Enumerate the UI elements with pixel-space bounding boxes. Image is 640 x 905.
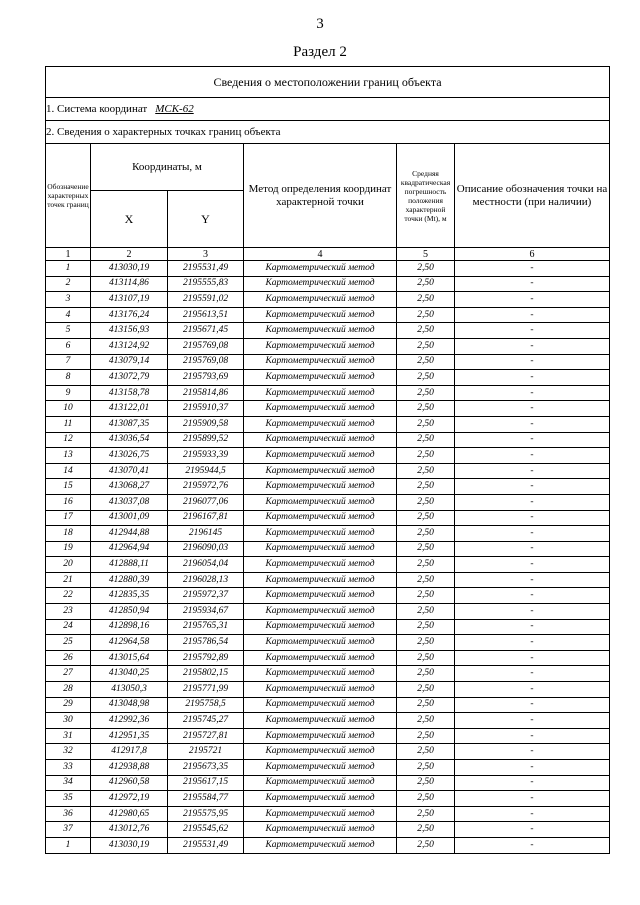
method-cell: Картометрический метод <box>244 775 397 791</box>
description-cell: - <box>455 526 610 542</box>
table-row <box>46 744 610 760</box>
table-row <box>46 292 610 308</box>
description-cell: - <box>455 837 610 853</box>
table-row <box>46 682 610 698</box>
method-cell: Картометрический метод <box>244 510 397 526</box>
table-row <box>46 432 610 448</box>
point-name-cell: 1 <box>46 261 91 277</box>
y-cell: 2195769,08 <box>168 338 244 354</box>
header-method: Метод определения координат характерной точки <box>244 144 397 248</box>
accuracy-cell: 2,50 <box>397 463 455 479</box>
description-cell: - <box>455 760 610 776</box>
y-cell: 2196090,03 <box>168 541 244 557</box>
x-cell: 413124,92 <box>91 338 168 354</box>
column-number: 3 <box>168 248 244 261</box>
description-cell: - <box>455 806 610 822</box>
accuracy-cell: 2,50 <box>397 338 455 354</box>
point-name-cell: 18 <box>46 526 91 542</box>
description-cell: - <box>455 448 610 464</box>
y-cell: 2195793,69 <box>168 370 244 386</box>
method-cell: Картометрический метод <box>244 463 397 479</box>
boundary-points-table <box>45 66 610 854</box>
y-cell: 2195617,15 <box>168 775 244 791</box>
point-name-cell: 24 <box>46 619 91 635</box>
method-cell: Картометрический метод <box>244 650 397 666</box>
accuracy-cell: 2,50 <box>397 494 455 510</box>
y-cell: 2195758,5 <box>168 697 244 713</box>
y-cell: 2195910,37 <box>168 401 244 417</box>
accuracy-cell: 2,50 <box>397 323 455 339</box>
coord-system-label: 1. Система координат <box>46 103 148 115</box>
accuracy-cell: 2,50 <box>397 619 455 635</box>
header-point-name: Обозначение характерных точек границ <box>46 144 91 248</box>
point-name-cell: 26 <box>46 650 91 666</box>
method-cell: Картометрический метод <box>244 572 397 588</box>
method-cell: Картометрический метод <box>244 323 397 339</box>
method-cell: Картометрический метод <box>244 276 397 292</box>
table-row <box>46 510 610 526</box>
column-number: 2 <box>91 248 168 261</box>
table-row <box>46 775 610 791</box>
accuracy-cell: 2,50 <box>397 697 455 713</box>
description-cell: - <box>455 354 610 370</box>
point-name-cell: 17 <box>46 510 91 526</box>
description-cell: - <box>455 650 610 666</box>
method-cell: Картометрический метод <box>244 588 397 604</box>
description-cell: - <box>455 791 610 807</box>
accuracy-cell: 2,50 <box>397 666 455 682</box>
description-cell: - <box>455 276 610 292</box>
coord-system-row <box>46 98 610 121</box>
x-cell: 413037,08 <box>91 494 168 510</box>
description-cell: - <box>455 666 610 682</box>
y-cell: 2195721 <box>168 744 244 760</box>
point-name-cell: 7 <box>46 354 91 370</box>
y-cell: 2195671,45 <box>168 323 244 339</box>
x-cell: 412898,16 <box>91 619 168 635</box>
accuracy-cell: 2,50 <box>397 822 455 838</box>
y-cell: 2196145 <box>168 526 244 542</box>
description-cell: - <box>455 588 610 604</box>
table-row <box>46 713 610 729</box>
accuracy-cell: 2,50 <box>397 557 455 573</box>
y-cell: 2195765,31 <box>168 619 244 635</box>
method-cell: Картометрический метод <box>244 292 397 308</box>
table-row <box>46 572 610 588</box>
table-row <box>46 276 610 292</box>
table-row <box>46 822 610 838</box>
x-cell: 413068,27 <box>91 479 168 495</box>
description-cell: - <box>455 385 610 401</box>
method-cell: Картометрический метод <box>244 432 397 448</box>
y-cell: 2195531,49 <box>168 261 244 277</box>
x-cell: 412964,94 <box>91 541 168 557</box>
x-cell: 413122,01 <box>91 401 168 417</box>
method-cell: Картометрический метод <box>244 806 397 822</box>
description-cell: - <box>455 541 610 557</box>
method-cell: Картометрический метод <box>244 354 397 370</box>
description-cell: - <box>455 261 610 277</box>
y-cell: 2195972,37 <box>168 588 244 604</box>
y-cell: 2195802,15 <box>168 666 244 682</box>
method-cell: Картометрический метод <box>244 744 397 760</box>
point-name-cell: 36 <box>46 806 91 822</box>
method-cell: Картометрический метод <box>244 557 397 573</box>
y-cell: 2195745,27 <box>168 713 244 729</box>
x-cell: 413012,76 <box>91 822 168 838</box>
table-row <box>46 728 610 744</box>
accuracy-cell: 2,50 <box>397 760 455 776</box>
header-accuracy: Средняя квадратическая погрешность положения характерной точки (Mt), м <box>397 144 455 248</box>
x-cell: 413026,75 <box>91 448 168 464</box>
x-cell: 412964,58 <box>91 635 168 651</box>
description-cell: - <box>455 338 610 354</box>
description-cell: - <box>455 463 610 479</box>
table-row <box>46 760 610 776</box>
accuracy-cell: 2,50 <box>397 292 455 308</box>
point-name-cell: 27 <box>46 666 91 682</box>
table-row <box>46 370 610 386</box>
description-cell: - <box>455 307 610 323</box>
table-row <box>46 666 610 682</box>
description-cell: - <box>455 728 610 744</box>
method-cell: Картометрический метод <box>244 666 397 682</box>
y-cell: 2196054,04 <box>168 557 244 573</box>
description-cell: - <box>455 494 610 510</box>
header-description: Описание обозначения точки на местности (при наличии) <box>455 144 610 248</box>
accuracy-cell: 2,50 <box>397 479 455 495</box>
x-cell: 413040,25 <box>91 666 168 682</box>
point-name-cell: 33 <box>46 760 91 776</box>
method-cell: Картометрический метод <box>244 728 397 744</box>
description-cell: - <box>455 510 610 526</box>
description-cell: - <box>455 635 610 651</box>
accuracy-cell: 2,50 <box>397 354 455 370</box>
y-cell: 2195531,49 <box>168 837 244 853</box>
table-row <box>46 650 610 666</box>
description-cell: - <box>455 292 610 308</box>
table-row <box>46 494 610 510</box>
accuracy-cell: 2,50 <box>397 276 455 292</box>
y-cell: 2195786,54 <box>168 635 244 651</box>
x-cell: 412880,39 <box>91 572 168 588</box>
x-cell: 412850,94 <box>91 604 168 620</box>
x-cell: 412917,8 <box>91 744 168 760</box>
accuracy-cell: 2,50 <box>397 775 455 791</box>
point-name-cell: 29 <box>46 697 91 713</box>
header-coordinates: Координаты, м <box>91 144 244 191</box>
column-number: 5 <box>397 248 455 261</box>
x-cell: 413156,93 <box>91 323 168 339</box>
accuracy-cell: 2,50 <box>397 837 455 853</box>
description-cell: - <box>455 416 610 432</box>
table-row <box>46 619 610 635</box>
point-name-cell: 5 <box>46 323 91 339</box>
accuracy-cell: 2,50 <box>397 261 455 277</box>
method-cell: Картометрический метод <box>244 541 397 557</box>
accuracy-cell: 2,50 <box>397 728 455 744</box>
description-cell: - <box>455 370 610 386</box>
method-cell: Картометрический метод <box>244 338 397 354</box>
accuracy-cell: 2,50 <box>397 448 455 464</box>
table-title: Сведения о местоположении границ объекта <box>46 67 610 98</box>
y-cell: 2195545,62 <box>168 822 244 838</box>
coord-system-value: МСК-62 <box>155 103 194 115</box>
x-cell: 412835,35 <box>91 588 168 604</box>
accuracy-cell: 2,50 <box>397 806 455 822</box>
method-cell: Картометрический метод <box>244 635 397 651</box>
page-number: 3 <box>316 16 324 32</box>
x-cell: 413079,14 <box>91 354 168 370</box>
accuracy-cell: 2,50 <box>397 416 455 432</box>
table-row <box>46 338 610 354</box>
point-name-cell: 28 <box>46 682 91 698</box>
x-cell: 412992,36 <box>91 713 168 729</box>
section-title: Раздел 2 <box>293 44 347 60</box>
table-row <box>46 463 610 479</box>
x-cell: 412888,11 <box>91 557 168 573</box>
point-name-cell: 8 <box>46 370 91 386</box>
table-row <box>46 416 610 432</box>
point-name-cell: 31 <box>46 728 91 744</box>
method-cell: Картометрический метод <box>244 494 397 510</box>
header-y: Y <box>168 191 244 248</box>
point-name-cell: 6 <box>46 338 91 354</box>
point-name-cell: 19 <box>46 541 91 557</box>
x-cell: 413048,98 <box>91 697 168 713</box>
accuracy-cell: 2,50 <box>397 432 455 448</box>
method-cell: Картометрический метод <box>244 385 397 401</box>
table-row <box>46 401 610 417</box>
description-cell: - <box>455 401 610 417</box>
method-cell: Картометрический метод <box>244 448 397 464</box>
accuracy-cell: 2,50 <box>397 401 455 417</box>
y-cell: 2195591,02 <box>168 292 244 308</box>
table-body <box>46 261 610 854</box>
y-cell: 2195727,81 <box>168 728 244 744</box>
point-name-cell: 12 <box>46 432 91 448</box>
table-row <box>46 791 610 807</box>
table-row <box>46 323 610 339</box>
x-cell: 413107,19 <box>91 292 168 308</box>
method-cell: Картометрический метод <box>244 713 397 729</box>
point-name-cell: 3 <box>46 292 91 308</box>
method-cell: Картометрический метод <box>244 416 397 432</box>
description-cell: - <box>455 713 610 729</box>
method-cell: Картометрический метод <box>244 619 397 635</box>
table-row <box>46 635 610 651</box>
description-cell: - <box>455 697 610 713</box>
x-cell: 413030,19 <box>91 837 168 853</box>
method-cell: Картометрический метод <box>244 791 397 807</box>
method-cell: Картометрический метод <box>244 760 397 776</box>
table-row <box>46 697 610 713</box>
accuracy-cell: 2,50 <box>397 510 455 526</box>
method-cell: Картометрический метод <box>244 401 397 417</box>
header-x: X <box>91 191 168 248</box>
point-name-cell: 30 <box>46 713 91 729</box>
point-name-cell: 15 <box>46 479 91 495</box>
y-cell: 2195555,83 <box>168 276 244 292</box>
point-name-cell: 37 <box>46 822 91 838</box>
method-cell: Картометрический метод <box>244 479 397 495</box>
method-cell: Картометрический метод <box>244 682 397 698</box>
method-cell: Картометрический метод <box>244 370 397 386</box>
points-label: 2. Сведения о характерных точках границ объекта <box>46 121 610 144</box>
description-cell: - <box>455 682 610 698</box>
accuracy-cell: 2,50 <box>397 307 455 323</box>
accuracy-cell: 2,50 <box>397 541 455 557</box>
accuracy-cell: 2,50 <box>397 650 455 666</box>
x-cell: 413176,24 <box>91 307 168 323</box>
y-cell: 2195814,86 <box>168 385 244 401</box>
table-row <box>46 354 610 370</box>
y-cell: 2195899,52 <box>168 432 244 448</box>
x-cell: 413087,35 <box>91 416 168 432</box>
point-name-cell: 9 <box>46 385 91 401</box>
column-numbers-row <box>46 248 610 261</box>
x-cell: 413036,54 <box>91 432 168 448</box>
accuracy-cell: 2,50 <box>397 572 455 588</box>
accuracy-cell: 2,50 <box>397 682 455 698</box>
table-row <box>46 385 610 401</box>
x-cell: 412960,58 <box>91 775 168 791</box>
y-cell: 2195972,76 <box>168 479 244 495</box>
point-name-cell: 34 <box>46 775 91 791</box>
x-cell: 413015,64 <box>91 650 168 666</box>
accuracy-cell: 2,50 <box>397 713 455 729</box>
method-cell: Картометрический метод <box>244 822 397 838</box>
point-name-cell: 11 <box>46 416 91 432</box>
column-number: 1 <box>46 248 91 261</box>
point-name-cell: 23 <box>46 604 91 620</box>
point-name-cell: 10 <box>46 401 91 417</box>
point-name-cell: 25 <box>46 635 91 651</box>
description-cell: - <box>455 557 610 573</box>
method-cell: Картометрический метод <box>244 837 397 853</box>
table-row <box>46 837 610 853</box>
table-row <box>46 557 610 573</box>
y-cell: 2195769,08 <box>168 354 244 370</box>
method-cell: Картометрический метод <box>244 261 397 277</box>
accuracy-cell: 2,50 <box>397 588 455 604</box>
accuracy-cell: 2,50 <box>397 385 455 401</box>
table-row <box>46 541 610 557</box>
y-cell: 2195792,89 <box>168 650 244 666</box>
point-name-cell: 21 <box>46 572 91 588</box>
x-cell: 413070,41 <box>91 463 168 479</box>
method-cell: Картометрический метод <box>244 604 397 620</box>
y-cell: 2195584,77 <box>168 791 244 807</box>
point-name-cell: 1 <box>46 837 91 853</box>
method-cell: Картометрический метод <box>244 307 397 323</box>
x-cell: 413158,78 <box>91 385 168 401</box>
description-cell: - <box>455 619 610 635</box>
x-cell: 413030,19 <box>91 261 168 277</box>
y-cell: 2196077,06 <box>168 494 244 510</box>
description-cell: - <box>455 822 610 838</box>
table-row <box>46 806 610 822</box>
x-cell: 412972,19 <box>91 791 168 807</box>
description-cell: - <box>455 323 610 339</box>
description-cell: - <box>455 572 610 588</box>
method-cell: Картометрический метод <box>244 526 397 542</box>
x-cell: 412944,88 <box>91 526 168 542</box>
description-cell: - <box>455 432 610 448</box>
point-name-cell: 22 <box>46 588 91 604</box>
method-cell: Картометрический метод <box>244 697 397 713</box>
point-name-cell: 16 <box>46 494 91 510</box>
table-row <box>46 261 610 277</box>
table-row <box>46 604 610 620</box>
description-cell: - <box>455 479 610 495</box>
y-cell: 2195944,5 <box>168 463 244 479</box>
y-cell: 2195771,99 <box>168 682 244 698</box>
description-cell: - <box>455 604 610 620</box>
y-cell: 2195613,51 <box>168 307 244 323</box>
point-name-cell: 32 <box>46 744 91 760</box>
accuracy-cell: 2,50 <box>397 791 455 807</box>
description-cell: - <box>455 744 610 760</box>
table-row <box>46 588 610 604</box>
accuracy-cell: 2,50 <box>397 370 455 386</box>
y-cell: 2196028,13 <box>168 572 244 588</box>
point-name-cell: 20 <box>46 557 91 573</box>
point-name-cell: 13 <box>46 448 91 464</box>
table-row <box>46 307 610 323</box>
y-cell: 2195909,58 <box>168 416 244 432</box>
y-cell: 2195673,35 <box>168 760 244 776</box>
y-cell: 2195934,67 <box>168 604 244 620</box>
x-cell: 413050,3 <box>91 682 168 698</box>
x-cell: 412951,35 <box>91 728 168 744</box>
point-name-cell: 2 <box>46 276 91 292</box>
column-number: 6 <box>455 248 610 261</box>
x-cell: 413072,79 <box>91 370 168 386</box>
point-name-cell: 14 <box>46 463 91 479</box>
description-cell: - <box>455 775 610 791</box>
y-cell: 2195933,39 <box>168 448 244 464</box>
x-cell: 412980,65 <box>91 806 168 822</box>
x-cell: 413001,09 <box>91 510 168 526</box>
column-number: 4 <box>244 248 397 261</box>
point-name-cell: 4 <box>46 307 91 323</box>
table-row <box>46 448 610 464</box>
accuracy-cell: 2,50 <box>397 604 455 620</box>
y-cell: 2196167,81 <box>168 510 244 526</box>
table-row <box>46 526 610 542</box>
x-cell: 412938,88 <box>91 760 168 776</box>
point-name-cell: 35 <box>46 791 91 807</box>
y-cell: 2195575,95 <box>168 806 244 822</box>
x-cell: 413114,86 <box>91 276 168 292</box>
accuracy-cell: 2,50 <box>397 744 455 760</box>
accuracy-cell: 2,50 <box>397 635 455 651</box>
table-row <box>46 479 610 495</box>
accuracy-cell: 2,50 <box>397 526 455 542</box>
